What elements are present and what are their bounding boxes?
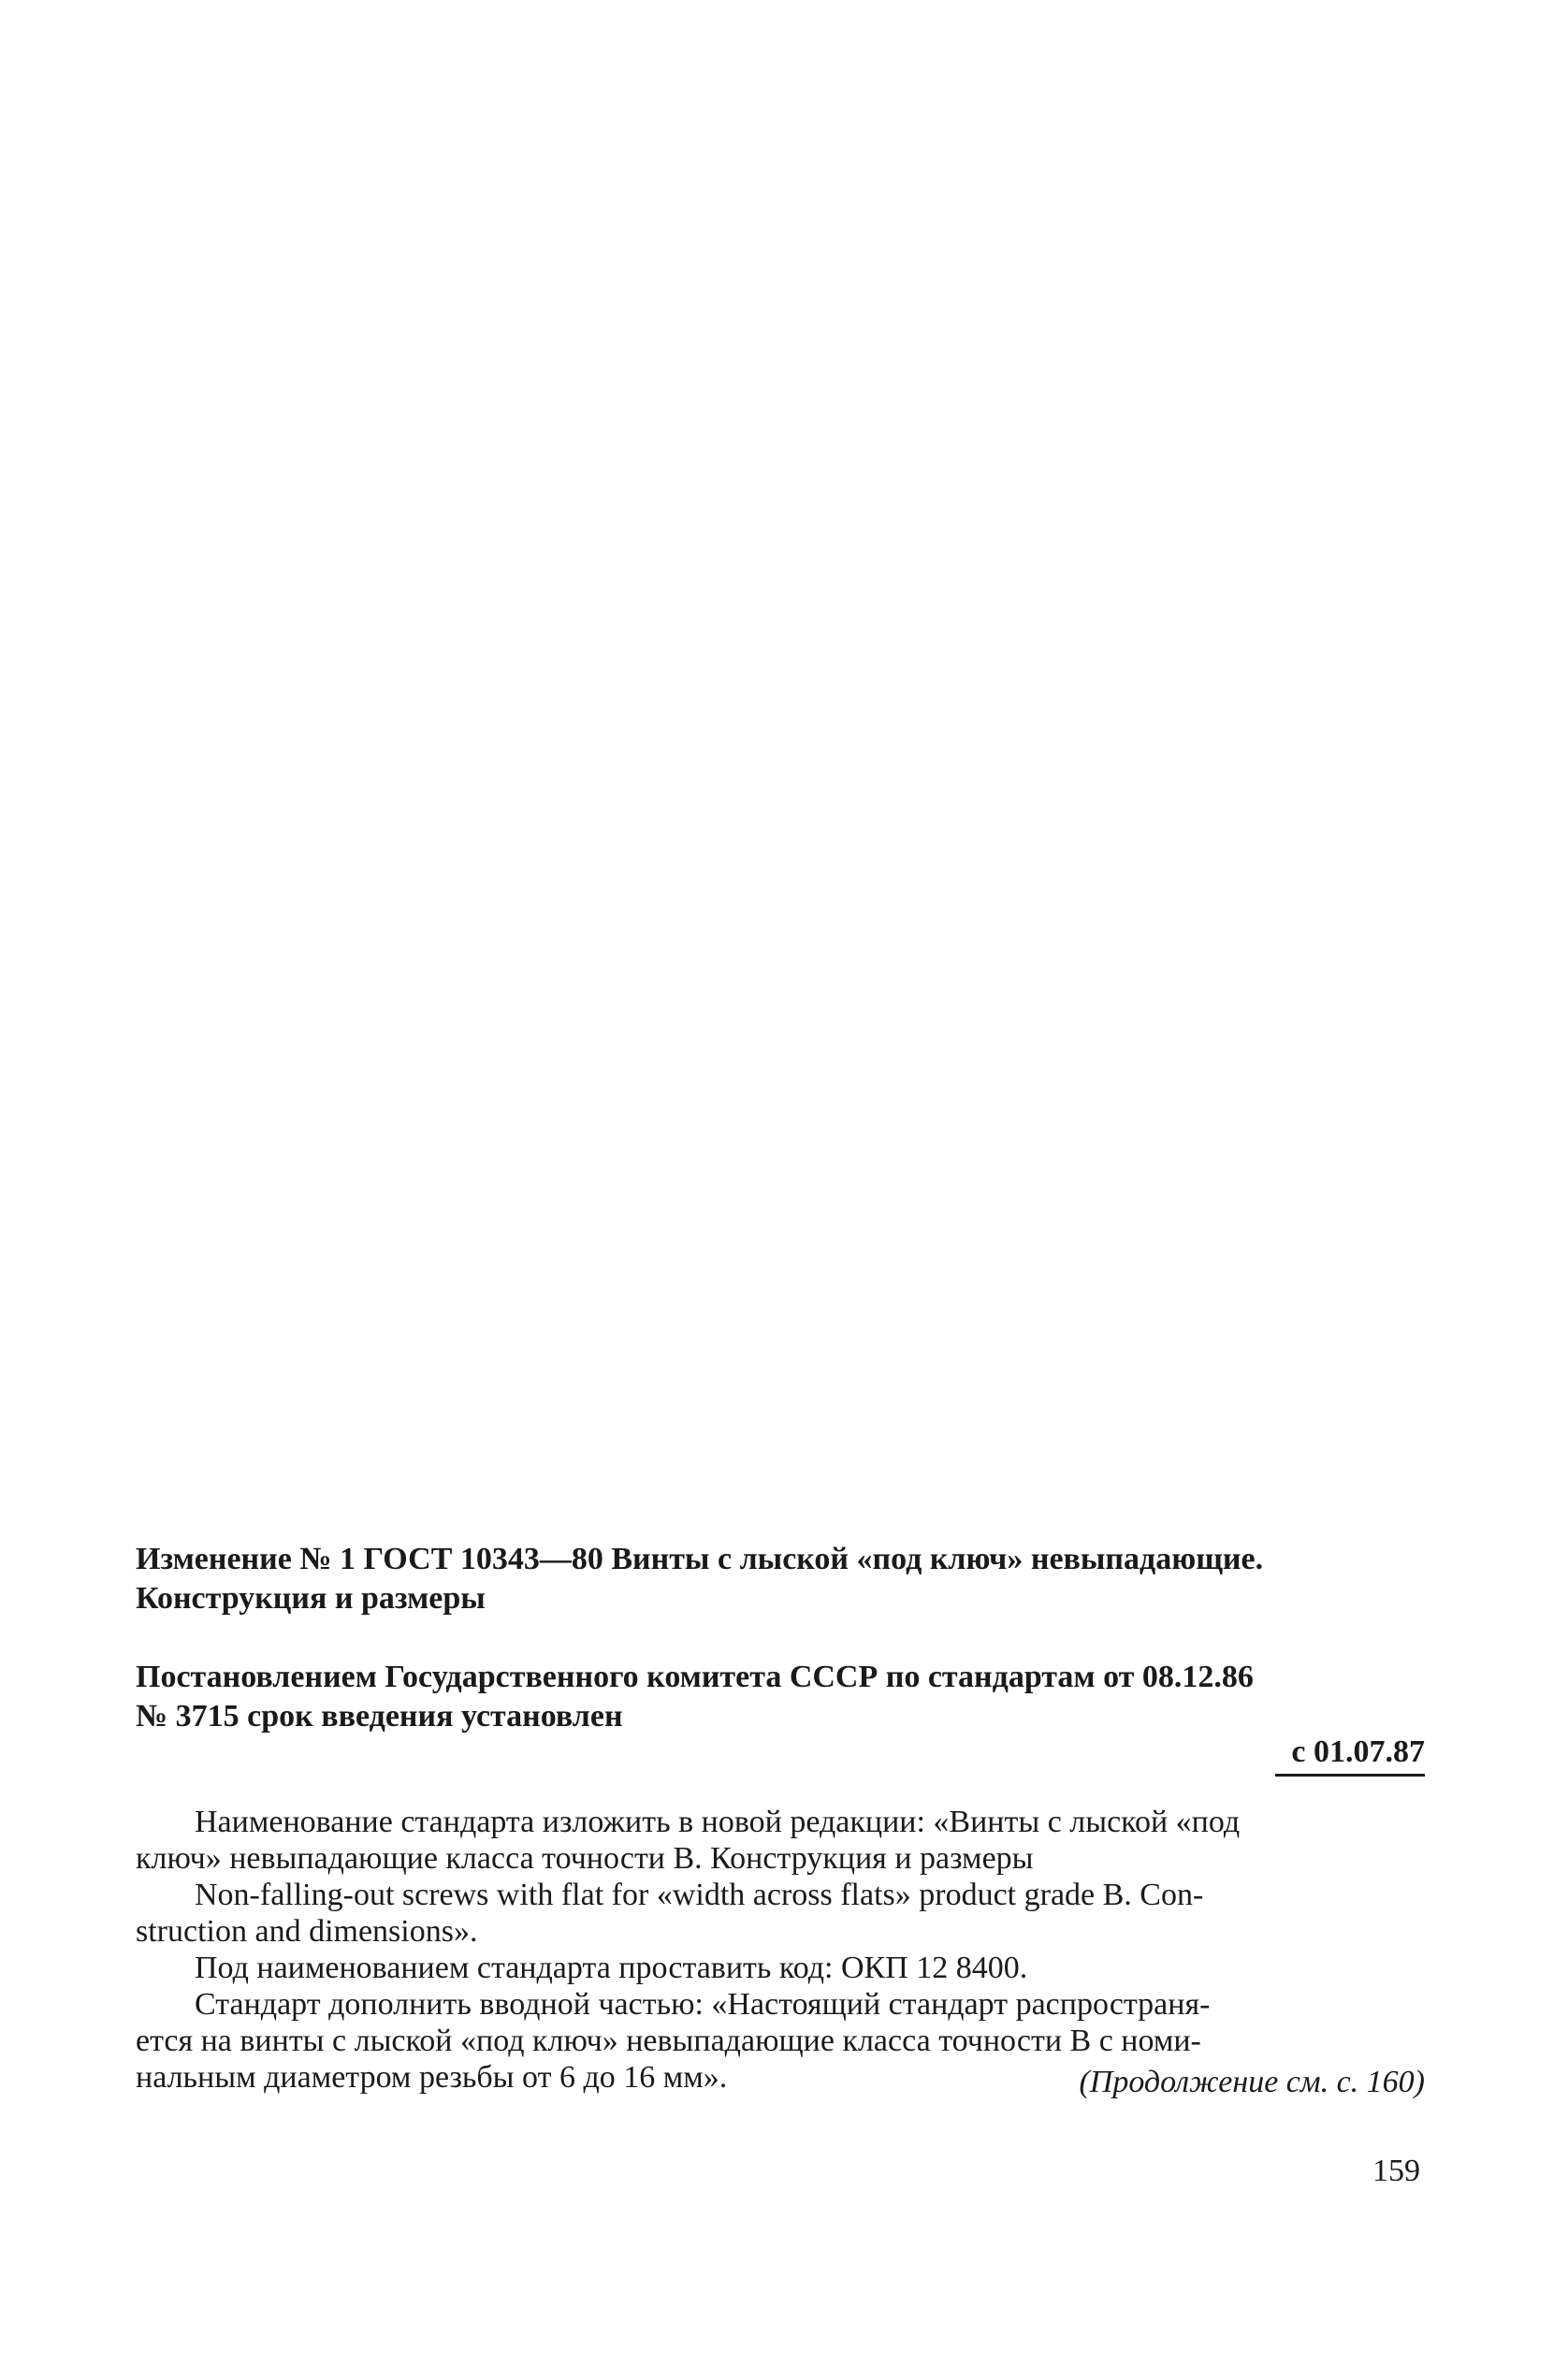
body-paragraph-2-line-1: Non-falling-out screws with flat for «width across flats» product grade B. Con- (195, 1878, 1204, 1912)
continuation-note: (Продолжение см. с. 160) (1079, 2065, 1425, 2099)
body-paragraph-4-line-2: ется на винты с лыской «под ключ» невыпадающие класса точности В с номи- (136, 2024, 1201, 2058)
amendment-body (136, 1804, 1425, 2096)
heading-line-2: Конструкция и размеры (136, 1581, 486, 1616)
body-paragraph-1-line-2: ключ» невыпадающие класса точности В. Конструкция и размеры (136, 1841, 1034, 1876)
body-paragraph-4-line-3: нальным диаметром резьбы от 6 до 16 мм». (136, 2060, 728, 2095)
body-paragraph-1-line-1: Наименование стандарта изложить в новой редакции: «Винты с лыской «под (195, 1805, 1241, 1839)
body-paragraph-2-line-2: struction and dimensions». (136, 1914, 478, 1949)
effective-date: с 01.07.87 (1291, 1734, 1425, 1769)
page-number: 159 (1372, 2154, 1420, 2188)
body-paragraph-4-line-1: Стандарт дополнить вводной частью: «Настоящий стандарт распространя- (195, 1987, 1211, 2022)
amendment-heading (136, 1540, 1425, 1618)
decree-block (136, 1658, 1425, 1736)
decree-line-2: № 3715 срок введения установлен (136, 1699, 623, 1734)
effective-date-underline (1275, 1774, 1425, 1777)
heading-line-1: Изменение № 1 ГОСТ 10343—80 Винты с лыской «под ключ» невыпадающие. (136, 1542, 1264, 1576)
body-paragraph-3: Под наименованием стандарта проставить код: ОКП 12 8400. (195, 1951, 1028, 1985)
decree-line-1: Постановлением Государственного комитета СССР по стандартам от 08.12.86 (136, 1660, 1254, 1694)
